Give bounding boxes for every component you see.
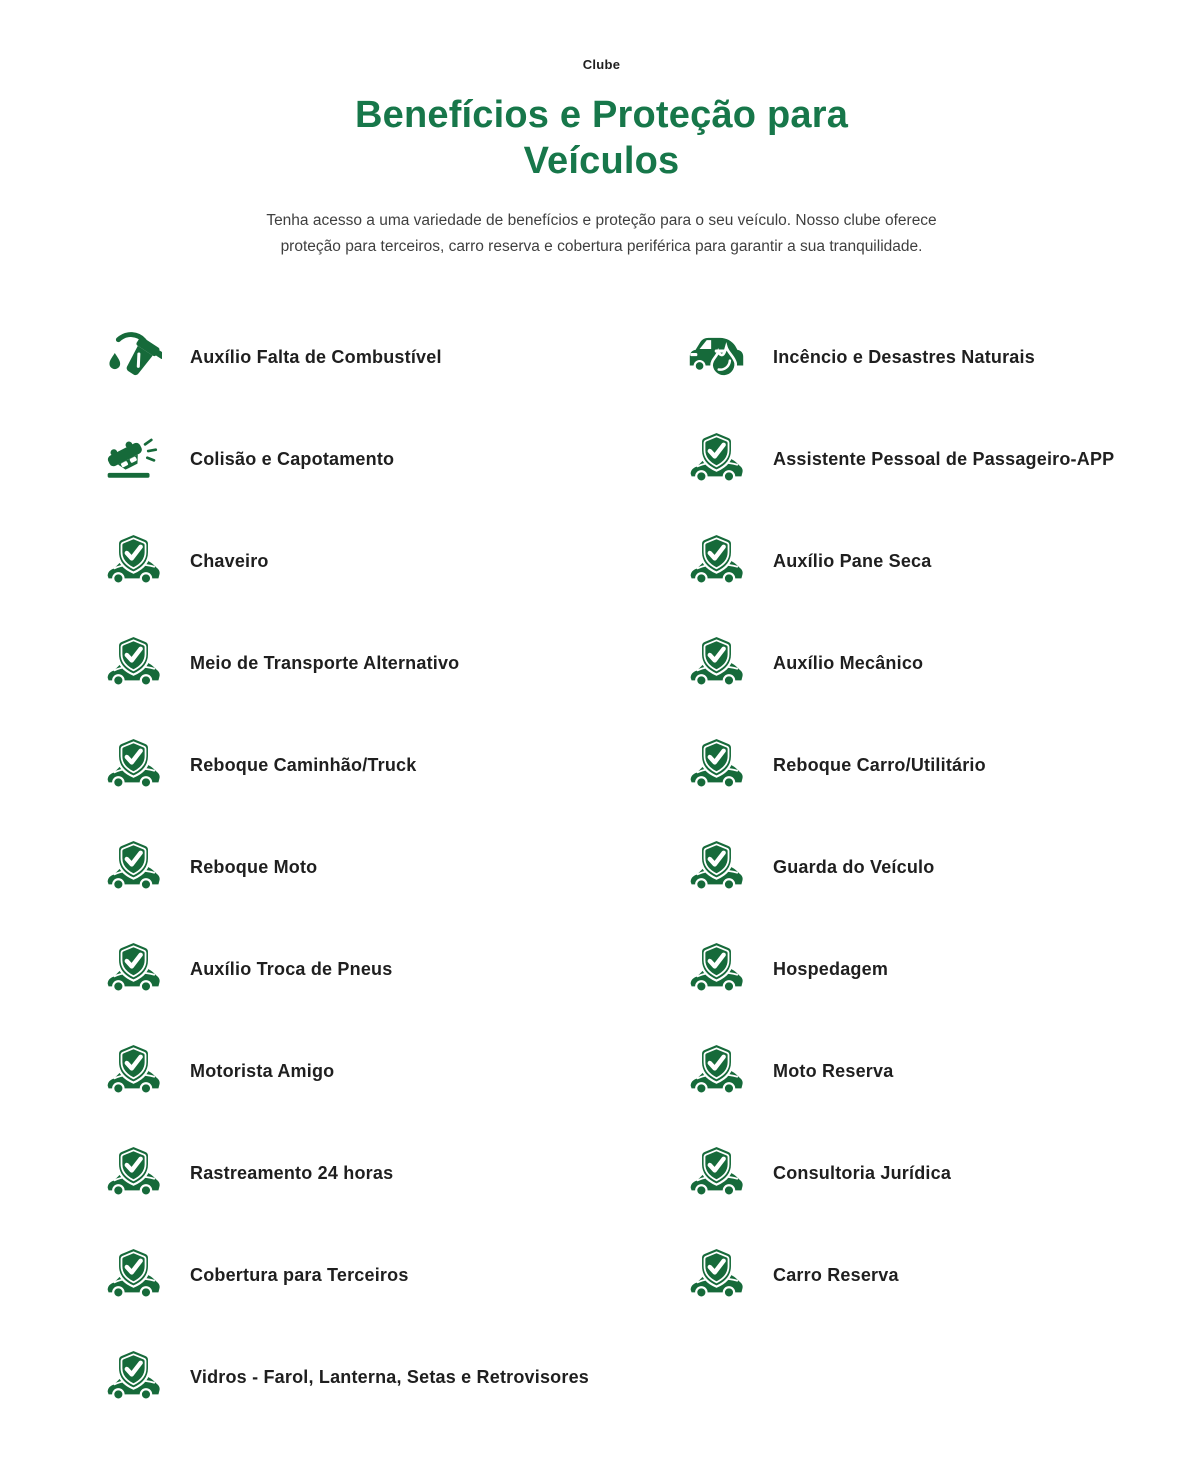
benefit-item: [688, 714, 1173, 816]
eyebrow-label: Clube: [582, 57, 621, 72]
benefit-item: [105, 408, 688, 510]
benefit-label: Auxílio Pane Seca: [773, 550, 932, 571]
benefit-label: Auxílio Falta de Combustível: [190, 346, 442, 367]
benefit-item: [688, 918, 1173, 1020]
fuel-pump-icon: [105, 329, 162, 386]
benefit-item: [105, 1020, 688, 1122]
shield-car-icon: [105, 1043, 162, 1100]
car-crash-icon: [105, 431, 162, 488]
benefit-item: [105, 1326, 688, 1428]
shield-car-icon: [105, 635, 162, 692]
page-description-line1: Tenha acesso a uma variedade de benefícios e proteção para o seu veículo. Nosso clube oferece: [266, 212, 937, 229]
car-fire-icon: [688, 329, 745, 386]
benefit-label: Carro Reserva: [773, 1264, 899, 1285]
shield-car-icon: [105, 533, 162, 590]
page-title-line1: Benefícios e Proteção para: [354, 94, 849, 136]
benefit-label: Auxílio Mecânico: [773, 652, 924, 673]
shield-car-icon: [688, 431, 745, 488]
benefit-item: [105, 510, 688, 612]
benefit-label: Chaveiro: [190, 550, 269, 571]
shield-car-icon: [688, 941, 745, 998]
shield-car-icon: [688, 1247, 745, 1304]
page-description-line2: proteção para terceiros, carro reserva e cobertura periférica para garantir a sua tranquilidade.: [280, 238, 923, 255]
benefit-label: Reboque Caminhão/Truck: [190, 754, 417, 775]
benefit-item: [105, 816, 688, 918]
benefit-item: [105, 306, 688, 408]
shield-car-icon: [105, 1349, 162, 1406]
benefit-item: [688, 306, 1173, 408]
benefit-item: [688, 1020, 1173, 1122]
benefit-label: Reboque Carro/Utilitário: [773, 754, 986, 775]
benefit-label: Incêncio e Desastres Naturais: [773, 346, 1035, 367]
benefit-item: [105, 918, 688, 1020]
shield-car-icon: [105, 1247, 162, 1304]
benefit-label: Meio de Transporte Alternativo: [190, 652, 460, 673]
page-description: [0, 208, 1203, 260]
benefit-item: [688, 612, 1173, 714]
shield-car-icon: [688, 839, 745, 896]
shield-car-icon: [105, 1145, 162, 1202]
shield-car-icon: [688, 635, 745, 692]
benefit-item: [105, 612, 688, 714]
benefit-label: Consultoria Jurídica: [773, 1162, 952, 1183]
benefit-label: Motorista Amigo: [190, 1060, 335, 1081]
benefit-label: Vidros - Farol, Lanterna, Setas e Retrovisores: [190, 1366, 590, 1387]
benefit-label: Guarda do Veículo: [773, 856, 935, 877]
benefits-grid: [0, 306, 1203, 1428]
benefit-item: [688, 510, 1173, 612]
benefit-label: Cobertura para Terceiros: [190, 1264, 409, 1285]
shield-car-icon: [688, 1043, 745, 1100]
benefit-item: [105, 1224, 688, 1326]
benefit-item: [688, 1224, 1173, 1326]
benefit-item: [688, 408, 1173, 510]
shield-car-icon: [688, 533, 745, 590]
shield-car-icon: [688, 1145, 745, 1202]
benefit-item: [688, 1122, 1173, 1224]
benefit-label: Hospedagem: [773, 958, 889, 979]
benefit-item: [688, 816, 1173, 918]
benefits-column-left: [105, 306, 688, 1428]
page-title: [0, 92, 1203, 184]
benefit-label: Rastreamento 24 horas: [190, 1162, 394, 1183]
benefit-label: Assistente Pessoal de Passageiro-APP: [773, 448, 1115, 469]
shield-car-icon: [105, 737, 162, 794]
benefit-label: Colisão e Capotamento: [190, 448, 395, 469]
benefit-label: Moto Reserva: [773, 1060, 894, 1081]
shield-car-icon: [105, 839, 162, 896]
page-title-line2: Veículos: [523, 140, 680, 182]
benefits-header: [0, 0, 1203, 260]
benefit-label: Auxílio Troca de Pneus: [190, 958, 393, 979]
benefit-item: [105, 1122, 688, 1224]
benefit-label: Reboque Moto: [190, 856, 318, 877]
benefit-item: [105, 714, 688, 816]
shield-car-icon: [688, 737, 745, 794]
shield-car-icon: [105, 941, 162, 998]
benefits-column-right: [688, 306, 1173, 1428]
